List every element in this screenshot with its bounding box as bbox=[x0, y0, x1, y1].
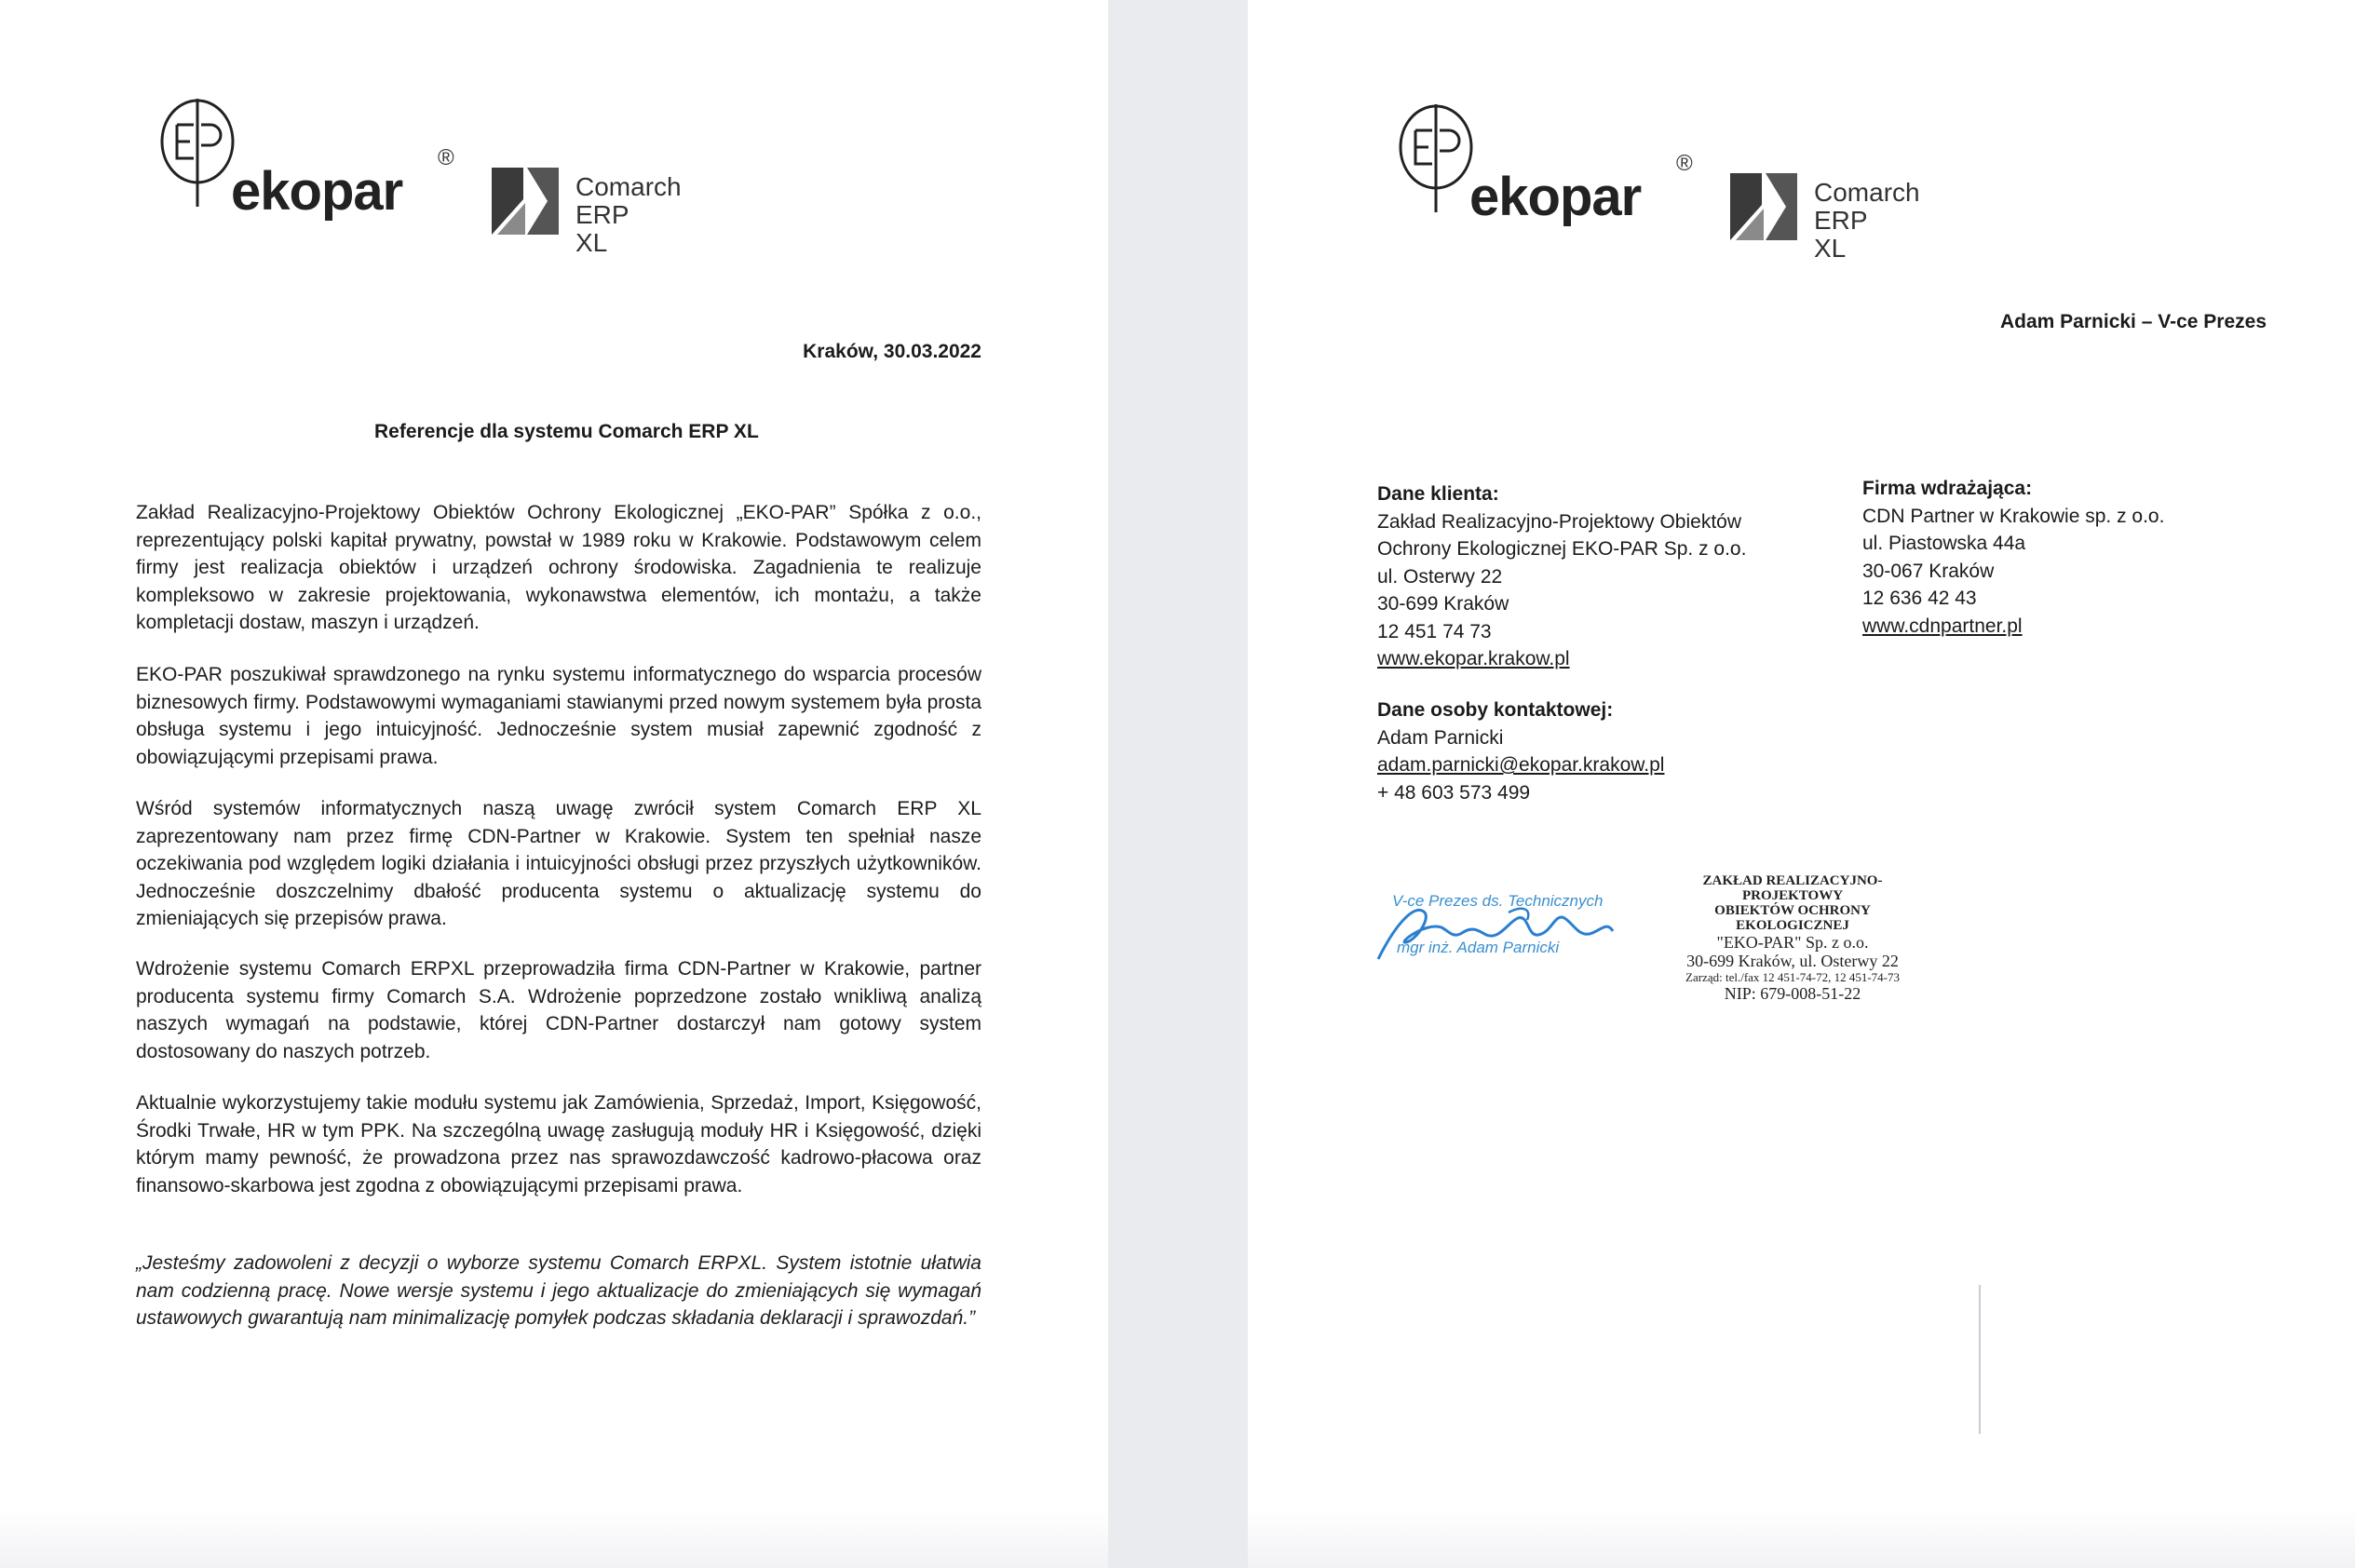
stamp-line: Zarząd: tel./fax 12 451-74-72, 12 451-74-73 bbox=[1685, 970, 1900, 984]
ekopar-brand: ekopar bbox=[231, 161, 403, 222]
comarch-mark-icon bbox=[1730, 173, 1797, 240]
implementer-line: 30-067 Kraków bbox=[1862, 560, 1995, 582]
client-quote: „Jesteśmy zadowoleni z decyzji o wyborze systemu Comarch ERPXL. System istotnie ułatwia nam codzienną pracę. Nowe wersje systemu i jego aktualizacje do zmieniających się wymagań ustawowych gwarantują nam minimalizację pomyłek podczas składania deklaracji i sprawozdań.” bbox=[136, 1252, 981, 1329]
client-details bbox=[1377, 480, 1746, 673]
header-logos bbox=[158, 93, 682, 257]
client-line: Zakład Realizacyjno-Projektowy Obiektów bbox=[1377, 510, 1741, 533]
signature-name: mgr inż. Adam Parnicki bbox=[1397, 939, 1560, 956]
contact-name: Adam Parnicki bbox=[1377, 726, 1504, 749]
client-heading: Dane klienta: bbox=[1377, 483, 1499, 505]
paragraph-5: Aktualnie wykorzystujemy takie modułu systemu jak Zamówienia, Sprzedaż, Import, Księgowość, Środki Trwałe, HR w tym PPK. Na szczególną uwagę zasługują moduły HR i Księgowość, dzięki którym mamy pewność, że prowadzona przez nas sprawozdawczość kadrowo-płacowa oraz finansowo-skarbowa jest zgodna z obowiązującymi przepisami prawa. bbox=[136, 1092, 981, 1196]
client-line: 30-699 Kraków bbox=[1377, 593, 1509, 615]
paper-crease bbox=[1979, 1285, 1981, 1434]
ekopar-emblem-icon bbox=[158, 93, 242, 214]
paragraph-4: Wdrożenie systemu Comarch ERPXL przeprowadziła firma CDN-Partner w Krakowie, partner producenta systemu firmy Comarch S.A. Wdrożenie poprzedzone zostało wnikliwą analizą naszych wymagań na podstawie, której CDN-Partner dostarczył nam gotowy system dostosowany do naszych potrzeb. bbox=[136, 958, 981, 1062]
letter-title: Referencje dla systemu Comarch ERP XL bbox=[374, 421, 759, 442]
signature-role: V-ce Prezes ds. Technicznych bbox=[1392, 892, 1604, 910]
client-line: ul. Osterwy 22 bbox=[1377, 565, 1503, 588]
comarch-mark-icon bbox=[492, 168, 559, 235]
signatory-heading: Adam Parnicki – V-ce Prezes bbox=[2000, 311, 2267, 332]
implementer-website-link[interactable]: www.cdnpartner.pl bbox=[1862, 615, 2023, 637]
comarch-line1: Comarch ERP bbox=[1814, 178, 1920, 235]
stamp-line: OBIEKTÓW OCHRONY EKOLOGICZNEJ bbox=[1714, 903, 1871, 933]
paragraph-1: Zakład Realizacyjno-Projektowy Obiektów Ochrony Ekologicznej „EKO-PAR” Spółka z o.o., reprezentujący polski kapitał prywatny, powstał w 1989 roku w Krakowie. Podstawowym celem firmy jest realizacja obiektów i urządzeń ochrony środowiska. Zagadnienia te realizuje kompleksowo w zakresie projektowania, wykonawstwa elementów, ich montażu, a także kompletacji dostaw, maszyn i urządzeń. bbox=[136, 502, 981, 633]
ekopar-emblem-icon bbox=[1397, 99, 1481, 220]
signature-area bbox=[1369, 885, 1676, 968]
client-line: 12 451 74 73 bbox=[1377, 620, 1492, 642]
contact-email-link[interactable]: adam.parnicki@ekopar.krakow.pl bbox=[1377, 754, 1665, 776]
stamp-line: NIP: 679-008-51-22 bbox=[1724, 984, 1861, 1003]
client-website-link[interactable]: www.ekopar.krakow.pl bbox=[1377, 648, 1570, 669]
paragraph-2: EKO-PAR poszukiwał sprawdzonego na rynku systemu informatycznego do wsparcia procesów biznesowych firmy. Podstawowymi wymaganiami stawianymi przed nowym systemem była prosta obsługa systemu i jego intuicyjność. Jednocześnie system musiał zapewnić zgodność z obowiązującymi przepisami prawa. bbox=[136, 664, 981, 768]
stamp-line: "EKO-PAR" Sp. z o.o. bbox=[1716, 933, 1869, 952]
implementer-line: 12 636 42 43 bbox=[1862, 588, 1977, 609]
registered-mark: ® bbox=[438, 145, 454, 170]
comarch-line1: Comarch ERP bbox=[575, 172, 682, 229]
comarch-line2: XL bbox=[1814, 234, 1847, 263]
implementer-heading: Firma wdrażająca: bbox=[1862, 478, 2033, 499]
company-stamp bbox=[1672, 873, 1914, 1003]
comarch-line2: XL bbox=[575, 228, 608, 257]
stamp-line: ZAKŁAD REALIZACYJNO-PROJEKTOWY bbox=[1702, 873, 1883, 903]
ekopar-brand: ekopar bbox=[1469, 167, 1642, 227]
letter-date: Kraków, 30.03.2022 bbox=[803, 341, 981, 362]
implementer-details bbox=[1862, 475, 2164, 640]
letter-page-2 bbox=[1248, 0, 2355, 1568]
contact-details bbox=[1377, 696, 1664, 806]
page-edge bbox=[0, 1508, 1108, 1568]
letter-page-1 bbox=[0, 0, 1108, 1568]
contact-heading: Dane osoby kontaktowej: bbox=[1377, 699, 1614, 721]
client-line: Ochrony Ekologicznej EKO-PAR Sp. z o.o. bbox=[1377, 538, 1747, 560]
contact-phone: + 48 603 573 499 bbox=[1377, 781, 1531, 804]
comarch-product-name bbox=[1814, 179, 1920, 263]
implementer-line: CDN Partner w Krakowie sp. z o.o. bbox=[1862, 505, 2165, 527]
stamp-line: 30-699 Kraków, ul. Osterwy 22 bbox=[1686, 952, 1899, 970]
implementer-line: ul. Piastowska 44a bbox=[1862, 533, 2026, 554]
paragraph-3: Wśród systemów informatycznych naszą uwagę zwrócił system Comarch ERP XL zaprezentowany nam przez firmę CDN-Partner w Krakowie. System ten spełniał nasze oczekiwania pod względem logiki działania i intuicyjności obsługi przez przyszłych użytkowników. Jednocześnie doszczelnimy dbałość producenta systemu o aktualizację systemu do zmieniających się przepisów prawa. bbox=[136, 798, 981, 929]
comarch-product-name bbox=[575, 173, 682, 257]
registered-mark: ® bbox=[1676, 151, 1693, 176]
header-logos bbox=[1397, 99, 1920, 263]
page-edge bbox=[1248, 1508, 2355, 1568]
